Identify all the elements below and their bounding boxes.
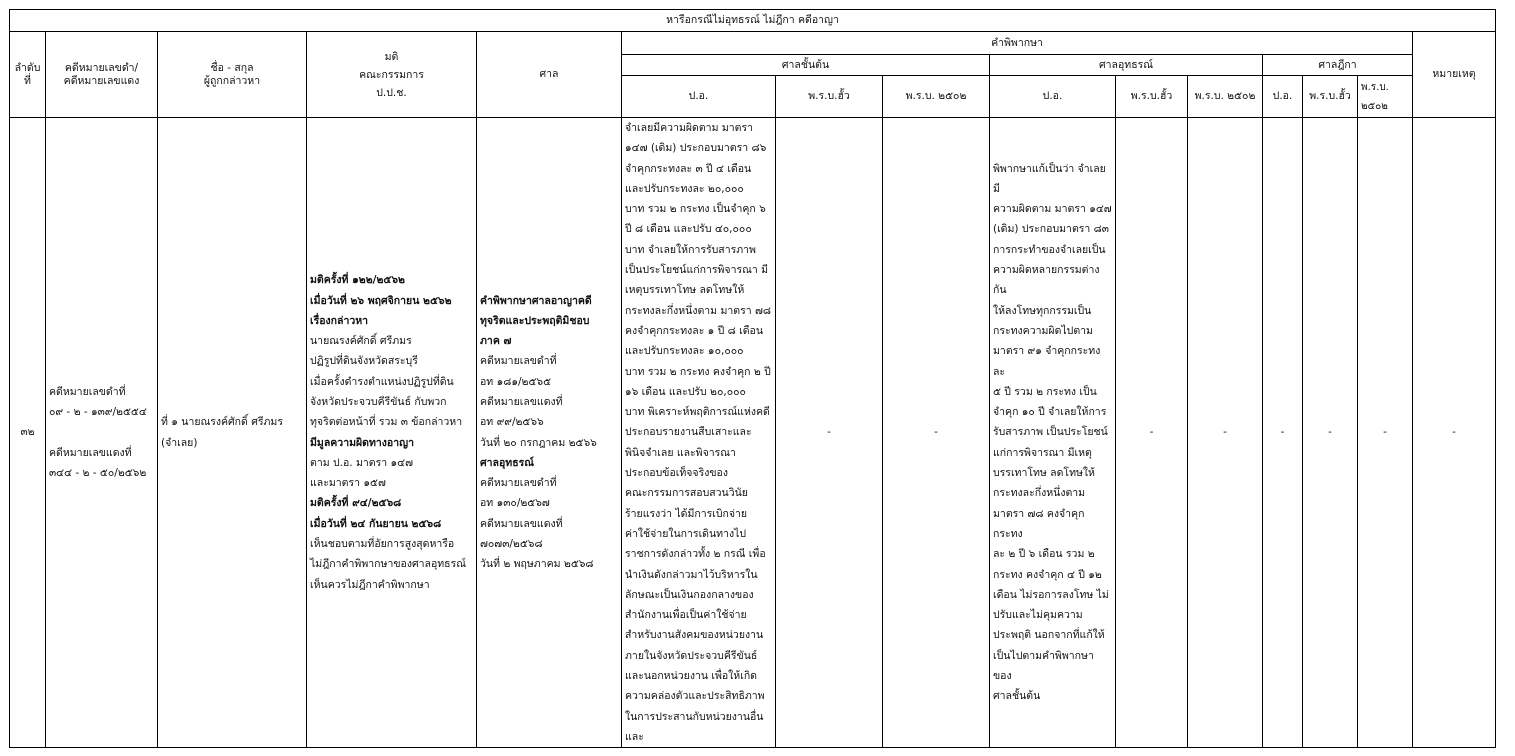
cell-appeal-po: พิพากษาแก้เป็นว่า จำเลยมี ความผิดตาม มาตรา ๑๔๗ (เดิม) ประกอบมาตรา ๘๓ การกระทำของจำเลยเป็น ความผิดหลายกรรมต่างกัน ให้ลงโทษทุกกรรมเป็น กระทงความผิดไปตาม มาตรา ๙๑ จำคุกกระทงละ ๕ ปี รวม ๒ กระทง เป็น จำคุก ๑๐ ปี จำเลยให้การ รับสารภาพ เป็นประโยชน์ แก่การพิจารณา มีเหตุ บรรเทาโทษ ลดโทษให้ กระทงละกึ่งหนึ่งตาม มาตรา ๗๘ คงจำคุกกระทง ละ ๒ ปี ๖ เดือน รวม ๒ กระทง คงจำคุก ๔ ปี ๑๒ เดือน ไม่รอการลงโทษ ไม่ ปรับและไม่คุมความ ประพฤติ นอกจากที่แก้ให้ เป็นไปตามคำพิพากษาของ ศาลชั้นต้น xyxy=(990,118,1116,748)
header-supreme-pr-old: พ.ร.บ.ฮั้ว xyxy=(1303,76,1358,118)
court-appeal-cases: คดีหมายเลขดำที่ อท ๑๓๐/๒๕๖๗ คดีหมายเลขแดงที่ ๗๐๗๓/๒๕๖๘ วันที่ ๒ พฤษภาคม ๒๕๖๘ xyxy=(480,477,594,571)
court-first-title: คำพิพากษาศาลอาญาคดี ทุจริตและประพฤติมิชอบ ภาค ๗ xyxy=(480,294,592,348)
cell-seq: ๓๒ xyxy=(10,118,46,748)
header-remark: หมายเหตุ xyxy=(1413,32,1496,118)
cell-first-po: จำเลยมีความผิดตาม มาตรา ๑๔๗ (เดิม) ประกอบมาตรา ๘๖ จำคุกกระทงละ ๓ ปี ๔ เดือน และปรับกระทงละ ๒๐,๐๐๐ บาท รวม ๒ กระทง เป็นจำคุก ๖ ปี ๘ เดือน และปรับ ๔๐,๐๐๐ บาท จำเลยให้การรับสารภาพ เป็นประโยชน์แก่การพิจารณา มี เหตุบรรเทาโทษ ลดโทษให้ กระทงละกึ่งหนึ่งตาม มาตรา ๗๘ คงจำคุกกระทงละ ๑ ปี ๘ เดือน และปรับกระทงละ ๑๐,๐๐๐ บาท รวม ๒ กระทง คงจำคุก ๒ ปี ๑๖ เดือน และปรับ ๒๐,๐๐๐ บาท พิเคราะห์พฤติการณ์แห่งคดี ประกอบรายงานสืบเสาะและ พินิจจำเลย และพิจารณา ประกอบข้อเท็จจริงของ คณะกรรมการสอบสวนวินัย ร้ายแรงว่า ได้มีการเบิกจ่าย ค่าใช้จ่ายในการเดินทางไป ราชการดังกล่าวทั้ง ๒ กรณี เพื่อ นำเงินดังกล่าวมาไว้บริหารใน ลักษณะเป็นเงินกองกลางของ สำนักงานเพื่อเป็นค่าใช้จ่าย สำหรับงานสังคมของหน่วยงาน ภายในจังหวัดประจวบคีรีขันธ์ และนอกหน่วยงาน เพื่อให้เกิด ความคล่องตัวและประสิทธิภาพ ในการประสานกับหน่วยงานอื่น และ xyxy=(622,118,776,748)
cell-name: ที่ ๑ นายณรงค์ศักดิ์ ศรีภมร (จำเลย) xyxy=(158,118,307,748)
resolution-subject-label: เรื่องกล่าวหา xyxy=(310,314,369,327)
header-supreme-court: ศาลฎีกา xyxy=(1263,55,1413,76)
cell-remark: - xyxy=(1413,118,1496,748)
court-appeal-title: ศาลอุทธรณ์ xyxy=(480,456,535,469)
header-first-court: ศาลชั้นต้น xyxy=(622,55,990,76)
table-title: หารือกรณีไม่อุทธรณ์ ไม่ฎีกา คดีอาญา xyxy=(10,10,1496,32)
header-judgment: คำพิพากษา xyxy=(622,32,1413,55)
court-first-cases: คดีหมายเลขดำที่ อท ๑๘๑/๒๕๖๕ คดีหมายเลขแดงที่ อท ๙๙/๒๕๖๖ วันที่ ๒๐ กรกฎาคม ๒๕๖๖ xyxy=(480,355,597,449)
resolution-subject: นายณรงค์ศักดิ์ ศรีภมร ปฏิรูปที่ดินจังหวัดสระบุรี เมื่อครั้งดำรงตำแหน่งปฏิรูปที่ดิน จังหวัดประจวบคีรีขันธ์ กับพวก ทุจริตต่อหน้าที่ รวม ๓ ข้อกล่าวหา xyxy=(310,335,463,429)
header-resolution: มติ คณะกรรมการ ป.ป.ช. xyxy=(307,32,477,118)
header-case-no: คดีหมายเลขดำ/ คดีหมายเลขแดง xyxy=(46,32,158,118)
header-seq: ลำดับ ที่ xyxy=(10,32,46,118)
cell-first-pr-old: - xyxy=(776,118,883,748)
cell-appeal-pr-2502: - xyxy=(1188,118,1263,748)
header-appeal-pr-2502: พ.ร.บ. ๒๕๐๒ xyxy=(1188,76,1263,118)
cell-case-no: คดีหมายเลขดำที่ ๐๙ - ๒ - ๑๓๙/๒๕๕๔ คดีหมายเลขแดงที่ ๓๔๔ - ๒ - ๕๐/๒๕๖๒ xyxy=(46,118,158,748)
header-supreme-pr-2502: พ.ร.บ. ๒๕๐๒ xyxy=(1358,76,1413,118)
resolution-date-2: เมื่อวันที่ ๒๔ กันยายน ๒๕๖๘ xyxy=(310,517,442,530)
resolution-no-2: มติครั้งที่ ๙๔/๒๕๖๘ xyxy=(310,497,402,510)
resolution-law: ตาม ป.อ. มาตรา ๑๔๗ และมาตรา ๑๕๗ xyxy=(310,456,413,490)
header-name: ชื่อ - สกุล ผู้ถูกกล่าวหา xyxy=(158,32,307,118)
resolution-date-1: เมื่อวันที่ ๒๖ พฤศจิกายน ๒๕๖๒ xyxy=(310,294,452,307)
cell-first-pr-2502: - xyxy=(883,118,990,748)
cell-court xyxy=(477,118,622,748)
table-row xyxy=(10,118,1496,748)
case-table xyxy=(9,9,1496,748)
resolution-no-1: มติครั้งที่ ๑๒๒/๒๕๖๒ xyxy=(310,274,405,287)
header-appeal-pr-old: พ.ร.บ.ฮั้ว xyxy=(1116,76,1188,118)
header-court: ศาล xyxy=(477,32,622,118)
header-supreme-po: ป.อ. xyxy=(1263,76,1303,118)
resolution-decision: เห็นชอบตามที่อัยการสูงสุดหารือ ไม่ฎีกาคำพิพากษาของศาลอุทธรณ์ เห็นควรไม่ฎีกาคำพิพากษา xyxy=(310,538,466,591)
cell-supreme-po: - xyxy=(1263,118,1303,748)
header-first-pr-2502: พ.ร.บ. ๒๕๐๒ xyxy=(883,76,990,118)
cell-supreme-pr-old: - xyxy=(1303,118,1358,748)
header-first-po: ป.อ. xyxy=(622,76,776,118)
resolution-finding: มีมูลความผิดทางอาญา xyxy=(310,436,414,449)
header-appeal-po: ป.อ. xyxy=(990,76,1116,118)
cell-appeal-pr-old: - xyxy=(1116,118,1188,748)
cell-resolution xyxy=(307,118,477,748)
header-first-pr-old: พ.ร.บ.ฮั้ว xyxy=(776,76,883,118)
header-appeal-court: ศาลอุทธรณ์ xyxy=(990,55,1263,76)
cell-supreme-pr-2502: - xyxy=(1358,118,1413,748)
